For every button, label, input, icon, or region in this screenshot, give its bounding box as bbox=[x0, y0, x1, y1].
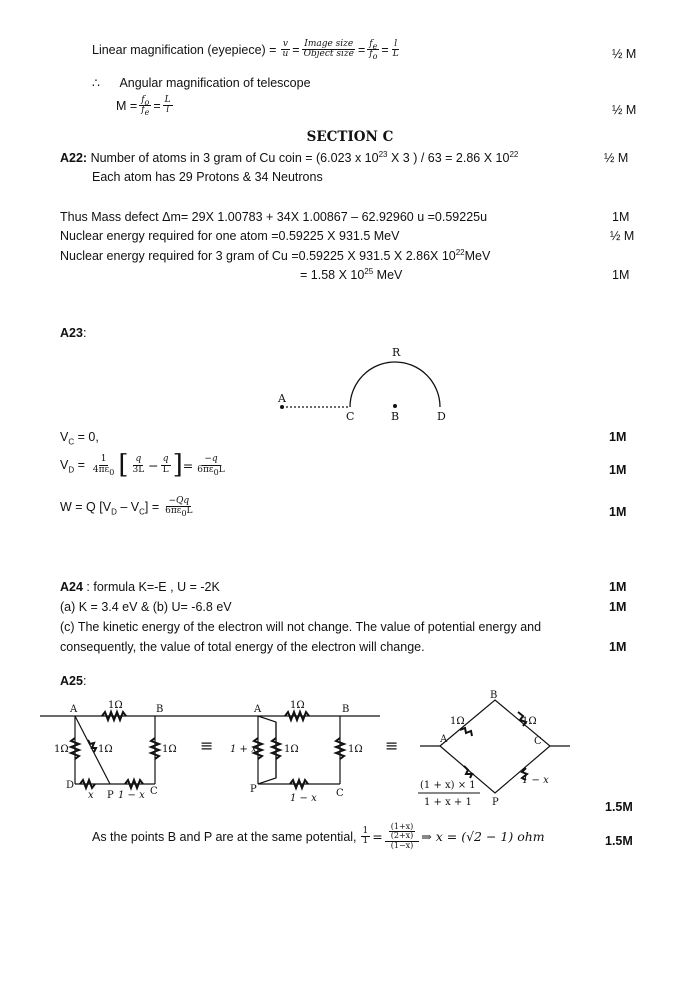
w-mid: – V bbox=[116, 499, 140, 514]
c3-label-P: P bbox=[492, 797, 499, 808]
mark-a25-1: 1.5M bbox=[605, 800, 633, 814]
one-text: 1 bbox=[362, 825, 369, 836]
frac-bot: (1−x) bbox=[390, 840, 414, 850]
neg-q-text: −q bbox=[204, 454, 218, 465]
c3-bridge-num: (1 + x) × 1 bbox=[420, 780, 476, 791]
mark-a23-vd: 1M bbox=[609, 463, 627, 477]
c1-label-B: B bbox=[156, 704, 164, 715]
a24-line4: consequently, the value of total energy of the electron will change. bbox=[60, 640, 425, 654]
nested-fraction bbox=[385, 823, 420, 850]
L-over-l bbox=[163, 96, 173, 116]
angular-mag-label: Angular magnification of telescope bbox=[119, 76, 311, 90]
w-subD: D bbox=[111, 507, 117, 517]
a22-line6 bbox=[300, 268, 402, 282]
mark-a22-4: ½ M bbox=[610, 229, 635, 243]
c1-label-P: P bbox=[107, 790, 114, 801]
a22-line1-text: Number of atoms in 3 gram of Cu coin = (6.023 x 10 bbox=[90, 151, 379, 165]
fo-sub: o bbox=[144, 97, 150, 107]
u-text: u bbox=[282, 49, 289, 60]
l-over-L bbox=[391, 40, 401, 60]
fo-over-fe bbox=[139, 96, 151, 116]
fig-label-A: A bbox=[278, 392, 286, 405]
a23-figure bbox=[270, 340, 460, 425]
a23-label: A23 bbox=[60, 326, 83, 340]
point-B bbox=[393, 404, 397, 408]
q-over-L bbox=[161, 455, 171, 475]
m-eq: M = bbox=[116, 98, 138, 113]
w-formula bbox=[60, 497, 197, 517]
L-text: L bbox=[162, 464, 169, 475]
negq-over-6pie0L bbox=[195, 455, 226, 475]
vd-eq: = bbox=[74, 458, 85, 472]
object-size-text: Object size bbox=[303, 49, 354, 60]
c3-ohm-AB: 1Ω bbox=[450, 716, 465, 727]
fig-label-R: R bbox=[392, 346, 401, 359]
c1-label-C: C bbox=[150, 786, 158, 797]
one-text: 1 bbox=[100, 454, 107, 465]
c1-ohm-left: 1Ω bbox=[54, 744, 69, 755]
q-over-3L bbox=[130, 455, 146, 475]
mark-a24-1: 1M bbox=[609, 580, 627, 594]
mark-a22-1: ½ M bbox=[604, 151, 629, 165]
mark-a25-2: 1.5M bbox=[605, 834, 633, 848]
zero-sub: 0 bbox=[109, 467, 115, 477]
result-text: ⇒ x = (√2 − 1) ohm bbox=[421, 829, 545, 845]
c2-ohm-right: 1Ω bbox=[348, 744, 363, 755]
fo-text: f bbox=[369, 49, 373, 60]
six-pi-e0: 6πε bbox=[197, 464, 214, 475]
bracket-left: [ bbox=[118, 450, 129, 480]
a22-line6b-text: MeV bbox=[373, 268, 403, 282]
a25-label: A25 bbox=[60, 674, 83, 688]
vd-sub: D bbox=[68, 465, 75, 475]
mark-a23-vc: 1M bbox=[609, 430, 627, 444]
therefore-line bbox=[92, 75, 311, 90]
L-text: L bbox=[164, 95, 171, 105]
vc-line bbox=[60, 430, 99, 447]
vc-sub: C bbox=[68, 437, 75, 447]
neg-Qq-text: −Qq bbox=[168, 496, 190, 506]
c1-label-1mx: 1 − x bbox=[118, 790, 145, 801]
mark-a21-1: ½ M bbox=[612, 47, 637, 61]
c3-bridge-den: 1 + x + 1 bbox=[424, 797, 472, 808]
a22-line5a-text: Nuclear energy required for 3 gram of Cu =0.59225 X 931.5 X 2.86X 10 bbox=[60, 249, 456, 263]
eq-sign: = bbox=[292, 42, 300, 57]
L-text: L bbox=[218, 464, 225, 475]
minus: − bbox=[148, 457, 159, 473]
a25-circuit-figure bbox=[40, 688, 610, 818]
fe-sub: e bbox=[372, 41, 378, 51]
vd-v: V bbox=[60, 458, 69, 472]
mark-a23-w: 1M bbox=[609, 505, 627, 519]
a24-line1 bbox=[60, 580, 220, 594]
one-over-4pie0 bbox=[91, 455, 116, 475]
exp-25: 25 bbox=[364, 266, 374, 276]
eq-sign: = bbox=[381, 42, 389, 57]
linear-mag-label: Linear magnification (eyepiece) = bbox=[92, 42, 277, 57]
image-size-text: Image size bbox=[304, 39, 354, 49]
c2-label-A: A bbox=[254, 704, 262, 715]
eq-sign: = bbox=[182, 457, 194, 473]
a22-line1 bbox=[60, 151, 518, 165]
conclusion-text: As the points B and P are at the same potential, bbox=[92, 829, 357, 844]
fig-label-D: D bbox=[437, 410, 446, 423]
c2-label-C: C bbox=[336, 788, 344, 799]
L-text: L bbox=[392, 49, 399, 60]
bracket-right: ] bbox=[172, 450, 183, 480]
vc-v: V bbox=[60, 430, 69, 444]
w-end: ] = bbox=[144, 499, 160, 514]
fig-label-C: C bbox=[346, 410, 355, 423]
mark-a24-4: 1M bbox=[609, 640, 627, 654]
a24-formula: : formula K=-E , U = -2K bbox=[82, 580, 220, 594]
c1-label-D: D bbox=[66, 780, 75, 791]
a22-line6a-text: = 1.58 X 10 bbox=[300, 268, 365, 282]
q-text: q bbox=[135, 454, 142, 465]
w-text: W = Q [V bbox=[60, 499, 112, 514]
mark-a21-2: ½ M bbox=[612, 103, 637, 117]
c2-label-P: P bbox=[250, 784, 257, 795]
L-text: L bbox=[186, 506, 193, 517]
vc-rest: = 0, bbox=[74, 430, 99, 444]
linear-magnification-line bbox=[92, 40, 403, 60]
section-title: SECTION C bbox=[306, 129, 394, 145]
fo-sub: o bbox=[372, 52, 378, 62]
c3-label-A: A bbox=[440, 734, 448, 745]
a25-heading bbox=[60, 674, 86, 688]
c3-label-1mx: 1 − x bbox=[522, 775, 549, 786]
a24-line3: (c) The kinetic energy of the electron will not change. The value of potential energy and bbox=[60, 620, 542, 634]
a23-colon: : bbox=[82, 326, 87, 340]
exp-22b: 22 bbox=[455, 247, 465, 257]
angular-mag-formula bbox=[116, 96, 175, 116]
c1-ohm-top: 1Ω bbox=[108, 700, 123, 711]
c1-ohm-diag: 1Ω bbox=[98, 744, 113, 755]
a22-line3: Thus Mass defect Δm= 29X 1.00783 + 34X 1.00867 – 62.92960 u =0.59225u bbox=[60, 210, 488, 224]
image-over-object bbox=[302, 40, 356, 60]
a22-line5 bbox=[60, 249, 490, 263]
semicircle-arc bbox=[350, 362, 440, 407]
six-pi-e0: 6πε bbox=[165, 506, 182, 517]
mark-a22-6: 1M bbox=[612, 268, 630, 282]
fe-over-fo bbox=[367, 40, 379, 60]
a23-heading bbox=[60, 326, 86, 340]
zero-sub: 0 bbox=[181, 509, 187, 519]
frac-top-den: (2+x) bbox=[390, 831, 414, 841]
a22-line5b-text: MeV bbox=[464, 249, 491, 263]
v-text: v bbox=[282, 39, 288, 49]
c1-ohm-right: 1Ω bbox=[162, 744, 177, 755]
l-text: l bbox=[166, 105, 170, 116]
fo-text: f bbox=[141, 95, 145, 105]
a25-colon: : bbox=[82, 674, 87, 688]
one-over-one bbox=[361, 827, 371, 847]
l-text: l bbox=[394, 39, 398, 49]
a25-conclusion bbox=[92, 823, 545, 850]
exp-23: 23 bbox=[378, 149, 388, 159]
c2-label-1mx: 1 − x bbox=[290, 793, 317, 804]
equiv-2: ≡ bbox=[385, 736, 399, 755]
eq-sign: = bbox=[372, 829, 383, 845]
fig-label-B: B bbox=[391, 410, 400, 423]
a24-label: A24 bbox=[60, 580, 83, 594]
zero-sub: 0 bbox=[213, 467, 219, 477]
a22-line2: Each atom has 29 Protons & 34 Neutrons bbox=[92, 170, 323, 184]
equiv-1: ≡ bbox=[200, 736, 214, 755]
c3-label-B: B bbox=[490, 690, 498, 701]
c2-label-1px: 1 + x bbox=[230, 744, 257, 755]
c3-ohm-BC: 1Ω bbox=[522, 716, 537, 727]
c2-ohm-top: 1Ω bbox=[290, 700, 305, 711]
frac-top-num: (1+x) bbox=[390, 822, 414, 831]
vd-formula bbox=[60, 452, 229, 478]
negQq-over-6pie0L bbox=[163, 497, 194, 517]
eq-sign: = bbox=[357, 42, 366, 57]
a22-line1b-text: X 3 ) / 63 = 2.86 X 10 bbox=[387, 151, 510, 165]
fe-text: f bbox=[141, 105, 145, 116]
a22-line4: Nuclear energy required for one atom =0.59225 X 931.5 MeV bbox=[60, 229, 400, 243]
exp-22: 22 bbox=[509, 149, 519, 159]
c2-ohm-inner: 1Ω bbox=[284, 744, 299, 755]
q-text: q bbox=[162, 454, 169, 465]
a24-line2: (a) K = 3.4 eV & (b) U= -6.8 eV bbox=[60, 600, 232, 614]
fe-text: f bbox=[369, 39, 373, 49]
v-over-u bbox=[280, 40, 290, 60]
fe-sub: e bbox=[144, 108, 150, 118]
four-pi-e0: 4πε bbox=[92, 464, 110, 475]
therefore-symbol: ∴ bbox=[92, 76, 100, 90]
mark-a22-3: 1M bbox=[612, 210, 630, 224]
inner-fraction bbox=[389, 823, 416, 841]
c1-label-A: A bbox=[70, 704, 78, 715]
c1-label-x: x bbox=[88, 790, 94, 801]
a22-label: A22: bbox=[60, 151, 88, 165]
w-subC: C bbox=[139, 507, 145, 517]
one-text: 1 bbox=[362, 836, 369, 847]
eq-sign: = bbox=[153, 98, 161, 113]
c2-label-B: B bbox=[342, 704, 350, 715]
threeL-text: 3L bbox=[132, 464, 145, 475]
mark-a24-2: 1M bbox=[609, 600, 627, 614]
c3-label-C: C bbox=[534, 736, 542, 747]
point-A bbox=[280, 405, 284, 409]
